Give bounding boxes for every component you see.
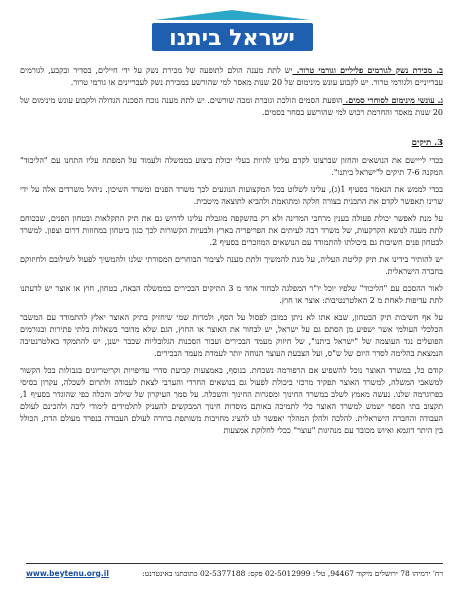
party-logo bbox=[150, 6, 315, 56]
paragraph-label: ב. מכירת נשק לגורמים פליליים וגורמי טרור. bbox=[292, 65, 443, 75]
footer-divider bbox=[26, 563, 443, 564]
paragraph-drug-dealers bbox=[20, 94, 443, 119]
website-link[interactable]: www.beytenu.org.il bbox=[26, 568, 109, 578]
section-paragraph: על אף חשיבות תיק הבטחון, שבא אתו לא ניתן כמובן לפסול על הסף, ולמרות שמי שיחזיק בתיק האוצר יאלץ להתמודד עם המשבר הכלכלי העולמי אשר ישפיע מן הסתם גם על ישראל, יש לבחור את האוצר או החוץ, הגם שלא מדובר בשאלות בלתי פתירות ובגורמים הפועלים נגד העוצמה של "ישראל ביתנו", של חיזוק מעמד הבכירים ועבור הסכנות הגלובליות שכבר ישנן, יש להתמקד באלטרנטיבה הנמצאת בהלימה לסדר היום של ש"ס, ועל הצבעת העוצר הנוחה יותר לעמדת מעמד הבכירים. bbox=[20, 313, 443, 358]
document-body bbox=[20, 64, 443, 442]
paragraph-text: יש לתת מענה הולם לתופעה של מכירת נשק על ידי חיילים, בסדיר ובקבע, לגורמים עברייניים ולגורמי טרור. יש לקבוע עונש מינימום של 20 שנות מאסר למי שהורשע במכירת נשק לעבריינים או גורמי טרור. bbox=[20, 66, 443, 87]
logo-emblem bbox=[150, 6, 315, 56]
section-paragraph: בכדי לממש את הנאמר בסעיף 1(ג), עלינו לשלוט בכל המקצועות הנוגעים לכך משרד הפנים ומשרד השיכון. ניהול משרדים אלה על ידי שרינו תאפשר לקדם את התכנית בצורה חלקה ומתואמת ולהביא לתוצאה מיטבית. bbox=[20, 185, 443, 206]
paragraph-label: ג. עונשי מינימום לסוחרי סמים. bbox=[342, 95, 443, 105]
paragraph-weapons-sale bbox=[20, 64, 443, 89]
contact-address: רח' ירמיהו 78 ירושלים מיקוד 94467, טל': 02-5012999 פקס: 02-5377188 כתובתנו באינטרנט: bbox=[142, 568, 443, 578]
section-paragraph: קודם כל, במשרד האוצר נוכל להשפיע אם הרפורמה נשכחת. בנוסף, באמצעות קביעת סדרי עדיפויות וקריטריונים בגבולות בכל הקשור למשאבי המשלה, למשרד האוצר תפקיד מרכזי ביכולת לפעול גם בנושאים החרדי והערבי לצאת לעבודה ולתרום לשכלה, עקרון בסיסי בפרוגרמה שלנו. נעשה מאמץ לשלב במשרד החינוך ומסגרות החינוך והשכלה. על סמך העיקרון של שילוב והכלה כפי שהוגדר בסעיף 1, תקצוב בתי הספר ישמש למשרד האוצר כלי לתמיכה באותם מוסדות חינוך המבקשים להעניק לתלמידים לימודי ליבה ולהכינם לעולם העבודה והחברה הישראלית. להלכה ולהלן המהלך יאפשר לנו להציג מחויבות משותפת ברורה לעולם העבודה בנפרד מעולם הדת, הכולל בין היתר דוגמא ואיוש מכובד עם מנהיגות "עוצר" ככלי לחלוקת אמצעות bbox=[20, 366, 444, 435]
section-title: 3. תיקים bbox=[411, 138, 443, 148]
logo-text: ישראל ביתנו bbox=[169, 26, 295, 51]
section-paragraph: בכדי לייישם את הנושאים והחזון שברצונו לקדם עלינו להיות בעלי יכולת ביצוע בממשלה ולעמוד על המפתח עליו התחנו עם "הליכוד" המקנה 7-6 תיקים ל"ישראל ביתנו". bbox=[20, 156, 443, 177]
page-footer bbox=[26, 566, 443, 580]
section-paragraph: לאור ההסכם עם "הליכוד" שלפיו יוכל יו"ר המפלגה לבחור אחד מ 3 התיקים הבכירים בממשלה הבאה, בטחון, חוץ או אוצר יש לדעתנו לתת עדיפות לאחת מ 2 האלטרנטיבות: אוצר או חוץ. bbox=[20, 284, 443, 305]
logo-roof bbox=[155, 10, 310, 20]
section-paragraph: על מנת לאפשר יכולת פעולה בענין מרחבי המדינה ולא רק בהשקפה מוגבלת עלינו לדרוש גם את תיק התקלאות ובטחון הפנים, שבכוחם לתת מענה לנושא הקרקעות, של משרד רבה לעיתים את הפריפריה בארץ ולבעיות הקשורות לכך כגון ביטחון במחוזות דרום וצפון. למשרד לבטחון פנים חשיבות גם ביכולתו להתמודד עם הנושאים המוזכרים בסעיף 2. bbox=[20, 214, 443, 247]
paragraph-text: הופעת הסמים הולכת וגוברת ומכה שורשים. יש לתת מענה נוכח הסכנה הגדולה ולקבוע עונש מינימום של 20 שנות מאסר והחרמת רכוש למי שהורשע בסחר בסמים. bbox=[20, 96, 443, 117]
section-paragraph: יש להותיר בידינו את תיק קליטת העליה, על מנת להמשיך ולתת מענה לציבור הבוחרים המסורתי שלנו ולהמשיך לפעול לשילובם ולחיזוקם בחברה הישראלית. bbox=[20, 255, 443, 276]
